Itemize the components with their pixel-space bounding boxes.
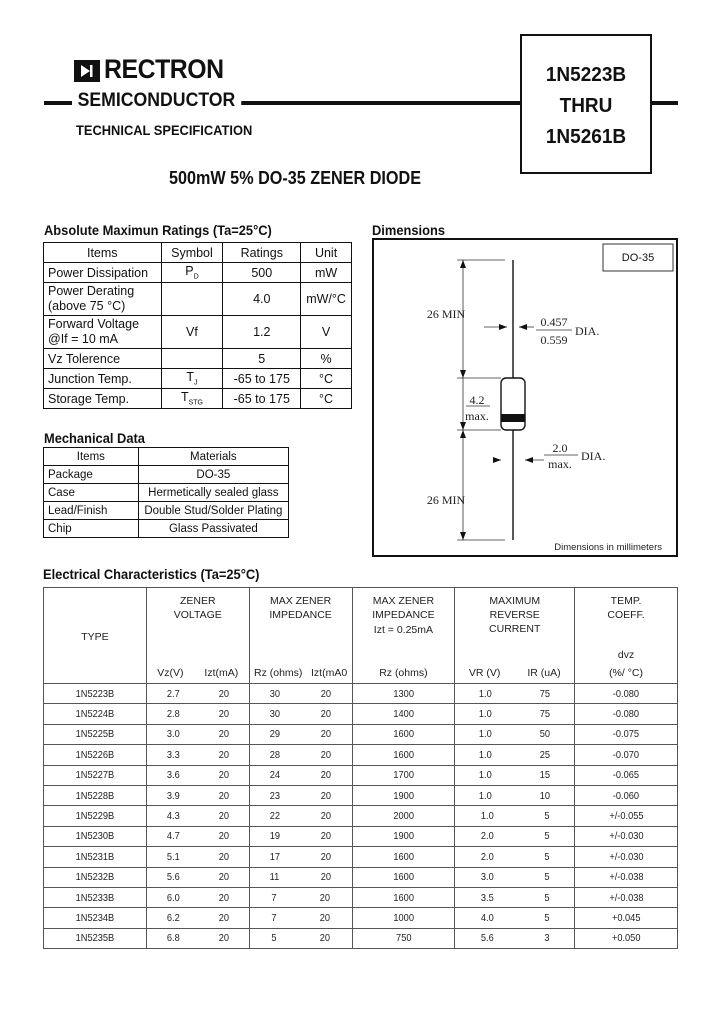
value: 30 [269, 687, 281, 700]
zener-voltage-cell [146, 704, 249, 724]
rating-cell: 4.0 [223, 283, 301, 316]
reverse-current-header: MAXIMUM REVERSE CURRENT VR (V) IR (uA) [455, 588, 575, 684]
type-cell [44, 704, 147, 724]
table-row [44, 466, 289, 484]
value: 20 [218, 708, 230, 721]
lead-dia-min: 0.457 [540, 315, 568, 329]
value: 4.0 [480, 911, 494, 924]
value: +0.045 [611, 911, 641, 924]
zener-impedance-cell [249, 745, 352, 765]
zener-impedance-cell [249, 704, 352, 724]
value: 3 [544, 932, 550, 945]
value: 750 [395, 932, 412, 945]
package-label: DO-35 [621, 252, 655, 264]
table-row [44, 283, 352, 316]
value: 20 [320, 789, 332, 802]
rating-cell: -65 to 175 [223, 389, 301, 409]
reverse-current-cell [455, 928, 575, 948]
max-zener-impedance-cell [352, 928, 455, 948]
temp-coeff-cell [575, 867, 678, 887]
value: 5 [544, 891, 550, 904]
table-row [44, 684, 678, 704]
electrical-title: Electrical Characteristics (Ta=25°C) [43, 566, 260, 582]
table-row [44, 745, 678, 765]
rectron-logo [74, 60, 100, 82]
value: 28 [269, 748, 281, 761]
value: 29 [269, 728, 281, 741]
diode-logo-icon [76, 62, 98, 80]
value: 1900 [393, 830, 414, 843]
value: 1600 [393, 891, 414, 904]
temp-coeff-header: TEMP. COEFF. dvz (%/ °C) [575, 588, 678, 684]
zener-impedance-cell [249, 887, 352, 907]
value: 30 [269, 708, 281, 721]
unit-cell: mW/°C [301, 283, 352, 316]
value: 19 [269, 830, 281, 843]
dimensions-note: Dimensions in millimeters [554, 542, 662, 553]
type-cell [44, 765, 147, 785]
value: +/-0.055 [608, 810, 644, 823]
value: 1.0 [479, 728, 493, 741]
symbol-cell: $P_D$ [161, 263, 223, 283]
zener-impedance-cell [249, 867, 352, 887]
zener-voltage-cell [146, 724, 249, 744]
body-length: 4.2 [469, 393, 485, 407]
value: 1N5225B [75, 728, 115, 741]
value: 75 [539, 708, 551, 721]
item-cell: Case [44, 484, 139, 502]
type-cell [44, 908, 147, 928]
temp-coeff-cell [575, 887, 678, 907]
max-zener-impedance-cell [352, 684, 455, 704]
item-cell: Storage Temp. [44, 389, 162, 409]
mechanical-title: Mechanical Data [44, 430, 145, 446]
item-cell: Power Derating (above 75 °C) [44, 283, 162, 316]
material-cell: Hermetically sealed glass [138, 484, 288, 502]
reverse-current-cell [455, 684, 575, 704]
value: 22 [269, 810, 281, 823]
part-thru: THRU [559, 95, 613, 117]
item-cell: Package [44, 466, 139, 484]
table-row [44, 704, 678, 724]
do35-outline-drawing [374, 240, 676, 555]
value: 20 [320, 748, 332, 761]
value: 5 [271, 932, 277, 945]
table-row [44, 826, 678, 846]
value: 1.0 [479, 708, 493, 721]
table-row [44, 369, 352, 389]
table-row [44, 484, 289, 502]
temp-coeff-cell [575, 826, 678, 846]
value: 2.0 [480, 830, 494, 843]
doc-type: TECHNICAL SPECIFICATION [76, 122, 253, 138]
zener-voltage-cell [146, 826, 249, 846]
value: 1N5227B [75, 769, 115, 782]
value: 5.6 [480, 932, 494, 945]
temp-coeff-cell [575, 785, 678, 805]
value: 7 [271, 911, 277, 924]
max-zener-impedance-cell [352, 806, 455, 826]
diode-body [501, 378, 525, 430]
temp-coeff-cell [575, 704, 678, 724]
zener-impedance-cell [249, 928, 352, 948]
ratings-title: Absolute Maximun Ratings (Ta=25°C) [44, 222, 272, 238]
value: 1300 [393, 687, 414, 700]
lead-length-bottom: 26 MIN [426, 493, 466, 507]
unit-cell: °C [301, 369, 352, 389]
zener-voltage-cell [146, 785, 249, 805]
table-row [44, 765, 678, 785]
type-cell [44, 684, 147, 704]
value: 20 [218, 891, 230, 904]
table-row [44, 908, 678, 928]
reverse-current-cell [455, 887, 575, 907]
temp-coeff-cell [575, 745, 678, 765]
value: 20 [320, 871, 331, 884]
max-zener-impedance-2-header: MAX ZENER IMPEDANCE Izt = 0.25mA Rz (ohms) [352, 588, 455, 684]
value: 5 [544, 810, 550, 823]
rating-cell: -65 to 175 [223, 369, 301, 389]
value: 2000 [393, 810, 414, 823]
value: 1N5235B [75, 932, 115, 945]
zener-voltage-cell [146, 928, 249, 948]
reverse-current-cell [455, 765, 575, 785]
symbol-cell: $T_J$ [161, 369, 223, 389]
header-cell: Materials [138, 448, 288, 466]
dimensions-diagram [372, 238, 678, 557]
temp-coeff-cell [575, 806, 678, 826]
value: 20 [320, 810, 332, 823]
max-zener-impedance-cell [352, 867, 455, 887]
cathode-band [501, 414, 525, 422]
value: 20 [218, 871, 230, 884]
value: 1.0 [479, 769, 493, 782]
value: +/-0.030 [608, 850, 644, 863]
value: 3.5 [480, 891, 494, 904]
value: 5.6 [166, 871, 180, 884]
type-cell [44, 867, 147, 887]
header-cell: Unit [301, 243, 352, 263]
symbol-cell: Vf [161, 316, 223, 349]
type-cell [44, 887, 147, 907]
zener-impedance-cell [249, 724, 352, 744]
value: 1600 [393, 728, 414, 741]
value: 20 [218, 728, 230, 741]
type-cell [44, 724, 147, 744]
value: 20 [320, 687, 332, 700]
unit-cell: V [301, 316, 352, 349]
value: 1600 [393, 748, 414, 761]
table-row [44, 502, 289, 520]
max-zener-impedance-cell [352, 765, 455, 785]
header-cell: Symbol [161, 243, 223, 263]
value: 1.0 [479, 789, 493, 802]
zener-voltage-header: ZENER VOLTAGE Vz(V) Izt(mA) [146, 588, 249, 684]
body-dia: 2.0 [552, 441, 568, 455]
body-dia-label: DIA. [581, 449, 606, 463]
value: 20 [218, 687, 230, 700]
value: 25 [539, 748, 551, 761]
type-cell [44, 847, 147, 867]
value: 1.0 [479, 748, 493, 761]
table-row [44, 806, 678, 826]
type-cell [44, 928, 147, 948]
value: 6.8 [166, 932, 180, 945]
value: 1N5223B [75, 687, 115, 700]
value: 20 [218, 932, 230, 945]
value: 75 [539, 687, 551, 700]
zener-voltage-cell [146, 908, 249, 928]
value: 1000 [393, 911, 414, 924]
value: 2.7 [166, 687, 180, 700]
value: 5 [544, 911, 550, 924]
material-cell: Glass Passivated [138, 520, 288, 538]
max-zener-impedance-cell [352, 887, 455, 907]
value: 20 [218, 911, 230, 924]
value: 1.0 [480, 810, 494, 823]
value: -0.080 [612, 708, 640, 721]
max-zener-impedance-header: MAX ZENER IMPEDANCE Rz (ohms) Izt(mA0 [249, 588, 352, 684]
zener-impedance-cell [249, 765, 352, 785]
value: -0.060 [612, 789, 640, 802]
value: 1700 [393, 769, 414, 782]
value: 20 [320, 728, 332, 741]
value: 20 [320, 850, 332, 863]
value: 6.2 [166, 911, 180, 924]
temp-coeff-cell [575, 765, 678, 785]
brand-name: RECTRON [104, 54, 224, 84]
value: 10 [539, 789, 551, 802]
value: 3.6 [166, 769, 180, 782]
table-row [44, 847, 678, 867]
reverse-current-cell [455, 806, 575, 826]
value: 1N5226B [75, 748, 115, 761]
max-zener-impedance-cell [352, 847, 455, 867]
reverse-current-cell [455, 724, 575, 744]
table-header-row [44, 588, 678, 684]
value: 20 [218, 789, 230, 802]
item-cell: Chip [44, 520, 139, 538]
table-row [44, 867, 678, 887]
value: 3.9 [166, 789, 180, 802]
zener-voltage-cell [146, 745, 249, 765]
zener-voltage-cell [146, 847, 249, 867]
value: 17 [269, 850, 281, 863]
value: 7 [271, 891, 277, 904]
ratings-table [43, 242, 352, 409]
zener-impedance-cell [249, 908, 352, 928]
value: 15 [539, 769, 551, 782]
value: 50 [539, 728, 551, 741]
value: 1N5232B [75, 871, 115, 884]
reverse-current-cell [455, 704, 575, 724]
value: 20 [218, 769, 230, 782]
zener-impedance-cell [249, 785, 352, 805]
table-row [44, 263, 352, 283]
body-dia-max: max. [548, 457, 572, 471]
max-zener-impedance-cell [352, 704, 455, 724]
value: 20 [319, 932, 330, 945]
value: 1N5231B [75, 850, 115, 863]
temp-coeff-cell [575, 724, 678, 744]
value: -0.070 [612, 748, 640, 761]
value: 20 [218, 748, 230, 761]
reverse-current-cell [455, 908, 575, 928]
table-row [44, 785, 678, 805]
type-cell [44, 826, 147, 846]
value: 2.8 [166, 708, 180, 721]
value: 20 [320, 708, 332, 721]
symbol-cell: $T_{STG}$ [161, 389, 223, 409]
zener-impedance-cell [249, 806, 352, 826]
value: 1600 [393, 850, 414, 863]
value: 20 [320, 769, 332, 782]
table-row [44, 887, 678, 907]
item-cell: Junction Temp. [44, 369, 162, 389]
type-cell [44, 806, 147, 826]
zener-impedance-cell [249, 847, 352, 867]
item-cell: Vz Tolerence [44, 349, 162, 369]
material-cell: DO-35 [138, 466, 288, 484]
value: 1400 [393, 708, 414, 721]
temp-coeff-cell [575, 684, 678, 704]
value: 3.0 [480, 871, 494, 884]
value: 20 [320, 830, 332, 843]
temp-coeff-cell [575, 908, 678, 928]
value: 1900 [393, 789, 414, 802]
table-header-row [44, 448, 289, 466]
value: 5.1 [166, 850, 180, 863]
table-row [44, 928, 678, 948]
reverse-current-cell [455, 867, 575, 887]
symbol-cell [161, 283, 223, 316]
max-zener-impedance-cell [352, 724, 455, 744]
zener-voltage-cell [146, 806, 249, 826]
value: 2.0 [480, 850, 494, 863]
zener-impedance-cell [249, 826, 352, 846]
unit-cell: °C [301, 389, 352, 409]
value: 1600 [393, 871, 414, 884]
value: 23 [269, 789, 281, 802]
value: 1N5224B [75, 708, 115, 721]
value: -0.080 [612, 687, 640, 700]
value: 20 [319, 911, 330, 924]
value: 20 [319, 891, 330, 904]
table-row [44, 349, 352, 369]
body-length-max: max. [465, 409, 489, 423]
table-row [44, 389, 352, 409]
page-title: 500mW 5% DO-35 ZENER DIODE [168, 168, 422, 188]
reverse-current-cell [455, 785, 575, 805]
rating-cell: 1.2 [223, 316, 301, 349]
value: 1.0 [479, 687, 493, 700]
value: +/-0.038 [608, 871, 644, 884]
value: +/-0.030 [608, 830, 644, 843]
value: 20 [218, 830, 230, 843]
header-cell: Items [44, 448, 139, 466]
reverse-current-cell [455, 847, 575, 867]
value: 4.3 [166, 810, 180, 823]
lead-dia-label: DIA. [575, 324, 600, 338]
type-header: TYPE [44, 588, 147, 684]
zener-voltage-cell [146, 867, 249, 887]
rating-cell: 500 [223, 263, 301, 283]
symbol-cell [161, 349, 223, 369]
value: 11 [270, 871, 280, 884]
unit-cell: % [301, 349, 352, 369]
table-row [44, 724, 678, 744]
value: 1N5229B [75, 810, 115, 823]
value: 24 [269, 769, 281, 782]
item-cell: Power Dissipation [44, 263, 162, 283]
max-zener-impedance-cell [352, 785, 455, 805]
mechanical-table [43, 447, 289, 538]
lead-length-top: 26 MIN [426, 307, 466, 321]
value: 3.3 [166, 748, 180, 761]
value: 20 [218, 850, 230, 863]
dimensions-title: Dimensions [372, 222, 446, 238]
max-zener-impedance-cell [352, 826, 455, 846]
max-zener-impedance-cell [352, 908, 455, 928]
value: 1N5228B [75, 789, 115, 802]
zener-impedance-cell [249, 684, 352, 704]
temp-coeff-cell [575, 928, 678, 948]
value: +/-0.038 [608, 891, 644, 904]
value: 5 [544, 830, 550, 843]
value: 6.0 [166, 891, 180, 904]
reverse-current-cell [455, 826, 575, 846]
value: +0.050 [611, 932, 641, 945]
header-cell: Ratings [223, 243, 301, 263]
value: 4.7 [166, 830, 180, 843]
reverse-current-cell [455, 745, 575, 765]
table-row [44, 520, 289, 538]
table-row [44, 316, 352, 349]
value: 5 [544, 871, 550, 884]
header-cell: Items [44, 243, 162, 263]
max-zener-impedance-cell [352, 745, 455, 765]
zener-voltage-cell [146, 765, 249, 785]
unit-cell: mW [301, 263, 352, 283]
rating-cell: 5 [223, 349, 301, 369]
item-cell: Lead/Finish [44, 502, 139, 520]
value: 1N5234B [75, 911, 115, 924]
electrical-table [43, 587, 678, 949]
value: 3.0 [166, 728, 180, 741]
type-cell [44, 745, 147, 765]
value: 1N5233B [75, 891, 115, 904]
type-cell [44, 785, 147, 805]
value: 5 [544, 850, 550, 863]
material-cell: Double Stud/Solder Plating [138, 502, 288, 520]
part-start: 1N5223B [545, 64, 627, 86]
division-label: SEMICONDUCTOR [72, 90, 241, 112]
value: 20 [218, 810, 230, 823]
part-number-box [520, 34, 652, 174]
value: 1N5230B [75, 830, 115, 843]
part-end: 1N5261B [545, 126, 627, 148]
temp-coeff-cell [575, 847, 678, 867]
lead-dia-max: 0.559 [540, 333, 568, 347]
value: -0.075 [612, 728, 640, 741]
value: -0.065 [612, 769, 640, 782]
zener-voltage-cell [146, 684, 249, 704]
item-cell: Forward Voltage @If = 10 mA [44, 316, 162, 349]
zener-voltage-cell [146, 887, 249, 907]
table-header-row [44, 243, 352, 263]
